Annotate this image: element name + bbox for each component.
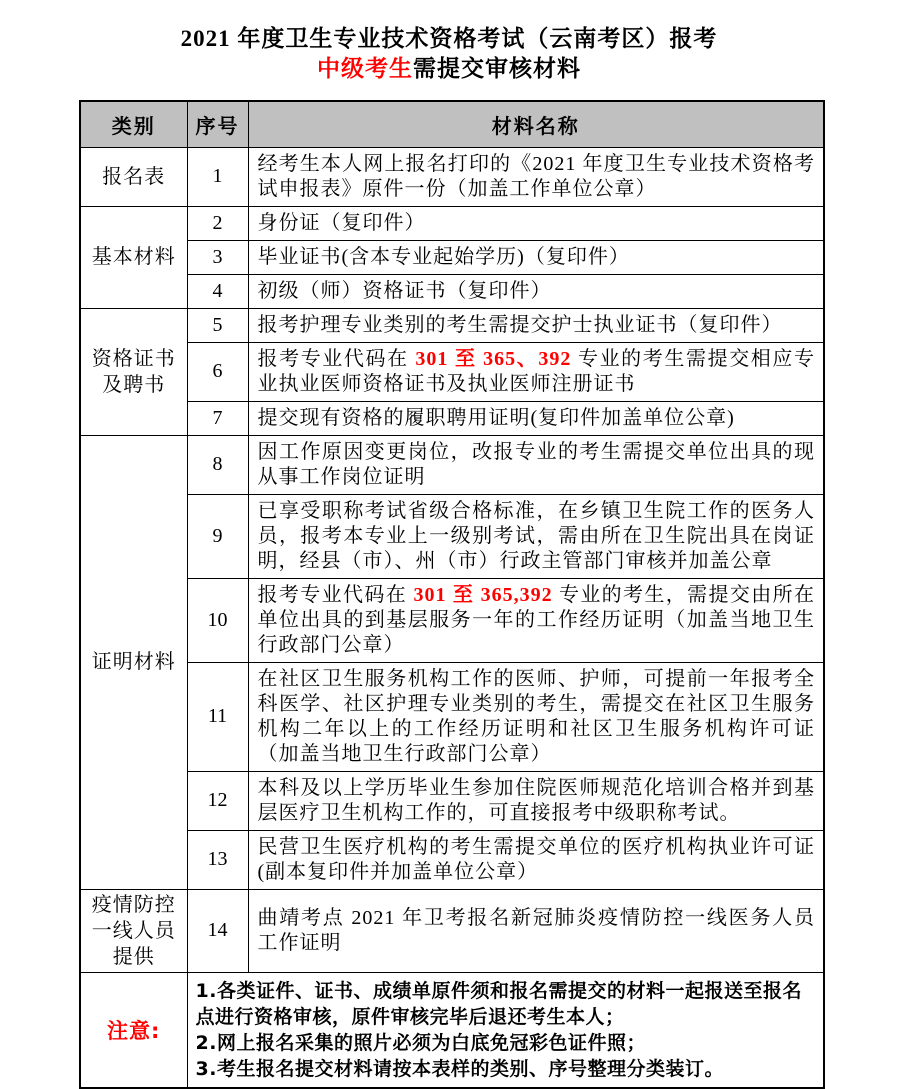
material-text: 报考专业代码在 [257, 583, 414, 606]
material-text: 经考生本人网上报名打印的《2021 年度卫生专业技术资格考试申报表》原件一份（加盖工作单位公章） [257, 152, 815, 200]
material-text: 专业的考生，需提交由所在单位出具的到基层服务一年的工作经历证明（加盖当地卫生行政部门公章） [257, 583, 816, 656]
document-title [0, 24, 898, 84]
notice-section [80, 972, 824, 1088]
material-text-red: 301 至 365、392 [415, 347, 572, 370]
material-cell [248, 662, 824, 771]
table-row [80, 771, 824, 830]
material-text: 报考护理专业类别的考生需提交护士执业证书（复印件） [257, 313, 783, 336]
material-cell [248, 206, 824, 240]
row-number-cell: 4 [187, 274, 248, 308]
row-number-cell: 6 [187, 342, 248, 401]
notice-body [187, 972, 824, 1088]
material-text: 民营卫生医疗机构的考生需提交单位的医疗机构执业许可证(副本复印件并加盖单位公章） [257, 835, 815, 883]
material-text: 报考专业代码在 [257, 347, 416, 370]
material-cell [248, 342, 824, 401]
material-text: 初级（师）资格证书（复印件） [257, 279, 552, 302]
material-text: 在社区卫生服务机构工作的医师、护师，可提前一年报考全科医学、社区护理专业类别的考生，需提交在社区卫生服务机构二年以上的工作经历证明和社区卫生服务机构许可证（加盖当地卫生行政部门公章） [257, 667, 815, 765]
row-number-cell: 11 [187, 662, 248, 771]
material-text: 因工作原因变更岗位，改报专业的考生需提交单位出具的现从事工作岗位证明 [257, 440, 815, 488]
row-number-cell: 9 [187, 494, 248, 578]
material-cell [248, 240, 824, 274]
table-header [80, 101, 824, 147]
row-number-cell: 5 [187, 308, 248, 342]
material-cell [248, 401, 824, 435]
material-cell [248, 308, 824, 342]
row-number-cell: 1 [187, 147, 248, 206]
category-cell: 证明材料 [80, 435, 187, 889]
notice-item: 3.考生报名提交材料请按本表样的类别、序号整理分类装订。 [195, 1057, 724, 1080]
table-row [80, 578, 824, 662]
row-number-cell: 10 [187, 578, 248, 662]
materials-table [79, 100, 825, 1089]
header-number: 序号 [187, 101, 248, 147]
table-row [80, 435, 824, 494]
table-row [80, 240, 824, 274]
notice-label: 注意: [80, 972, 187, 1088]
notice-item: 2.网上报名采集的照片必须为白底免冠彩色证件照； [195, 1031, 646, 1054]
material-cell [248, 830, 824, 889]
table-row [80, 147, 824, 206]
material-text: 身份证（复印件） [257, 211, 426, 234]
row-number-cell: 2 [187, 206, 248, 240]
title-line-2 [0, 54, 898, 84]
notice-row [80, 972, 824, 1088]
material-cell [248, 435, 824, 494]
table-row [80, 401, 824, 435]
table-body [80, 147, 824, 972]
category-cell: 基本材料 [80, 206, 187, 308]
table-row [80, 206, 824, 240]
row-number-cell: 14 [187, 889, 248, 972]
material-cell [248, 494, 824, 578]
table-row [80, 662, 824, 771]
category-cell: 资格证书及聘书 [80, 308, 187, 435]
material-text: 本科及以上学历毕业生参加住院医师规范化培训合格并到基层医疗卫生机构工作的，可直接报考中级职称考试。 [257, 776, 815, 824]
row-number-cell: 8 [187, 435, 248, 494]
table-row [80, 830, 824, 889]
table-row [80, 342, 824, 401]
category-cell: 报名表 [80, 147, 187, 206]
row-number-cell: 12 [187, 771, 248, 830]
material-text-red: 301 至 365,392 [413, 583, 553, 606]
material-text: 专业的考生需提交相应专业执业医师资格证书及执业医师注册证书 [257, 347, 816, 395]
title-highlight-red: 中级考生 [317, 56, 413, 81]
row-number-cell: 3 [187, 240, 248, 274]
material-text: 毕业证书(含本专业起始学历)（复印件） [257, 245, 630, 268]
header-row [80, 101, 824, 147]
material-cell [248, 578, 824, 662]
material-text: 已享受职称考试省级合格标准，在乡镇卫生院工作的医务人员，报考本专业上一级别考试，需由所在卫生院出具在岗证明，经县（市）、州（市）行政主管部门审核并加盖公章 [257, 499, 815, 572]
title-line-1: 2021 年度卫生专业技术资格考试（云南考区）报考 [180, 26, 718, 51]
table-row [80, 889, 824, 972]
header-material: 材料名称 [248, 101, 824, 147]
title-line-2-rest: 需提交审核材料 [413, 56, 581, 81]
material-text: 曲靖考点 2021 年卫考报名新冠肺炎疫情防控一线医务人员工作证明 [257, 906, 815, 954]
notice-item: 1.各类证件、证书、成绩单原件须和报名需提交的材料一起报送至报名点进行资格审核，原件审核完毕后退还考生本人； [195, 979, 802, 1028]
header-category: 类别 [80, 101, 187, 147]
material-cell [248, 147, 824, 206]
material-cell [248, 889, 824, 972]
material-text: 提交现有资格的履职聘用证明(复印件加盖单位公章) [257, 406, 735, 429]
row-number-cell: 7 [187, 401, 248, 435]
table-row [80, 494, 824, 578]
table-row [80, 274, 824, 308]
row-number-cell: 13 [187, 830, 248, 889]
category-cell: 疫情防控一线人员提供 [80, 889, 187, 972]
table-row [80, 308, 824, 342]
material-cell [248, 274, 824, 308]
material-cell [248, 771, 824, 830]
